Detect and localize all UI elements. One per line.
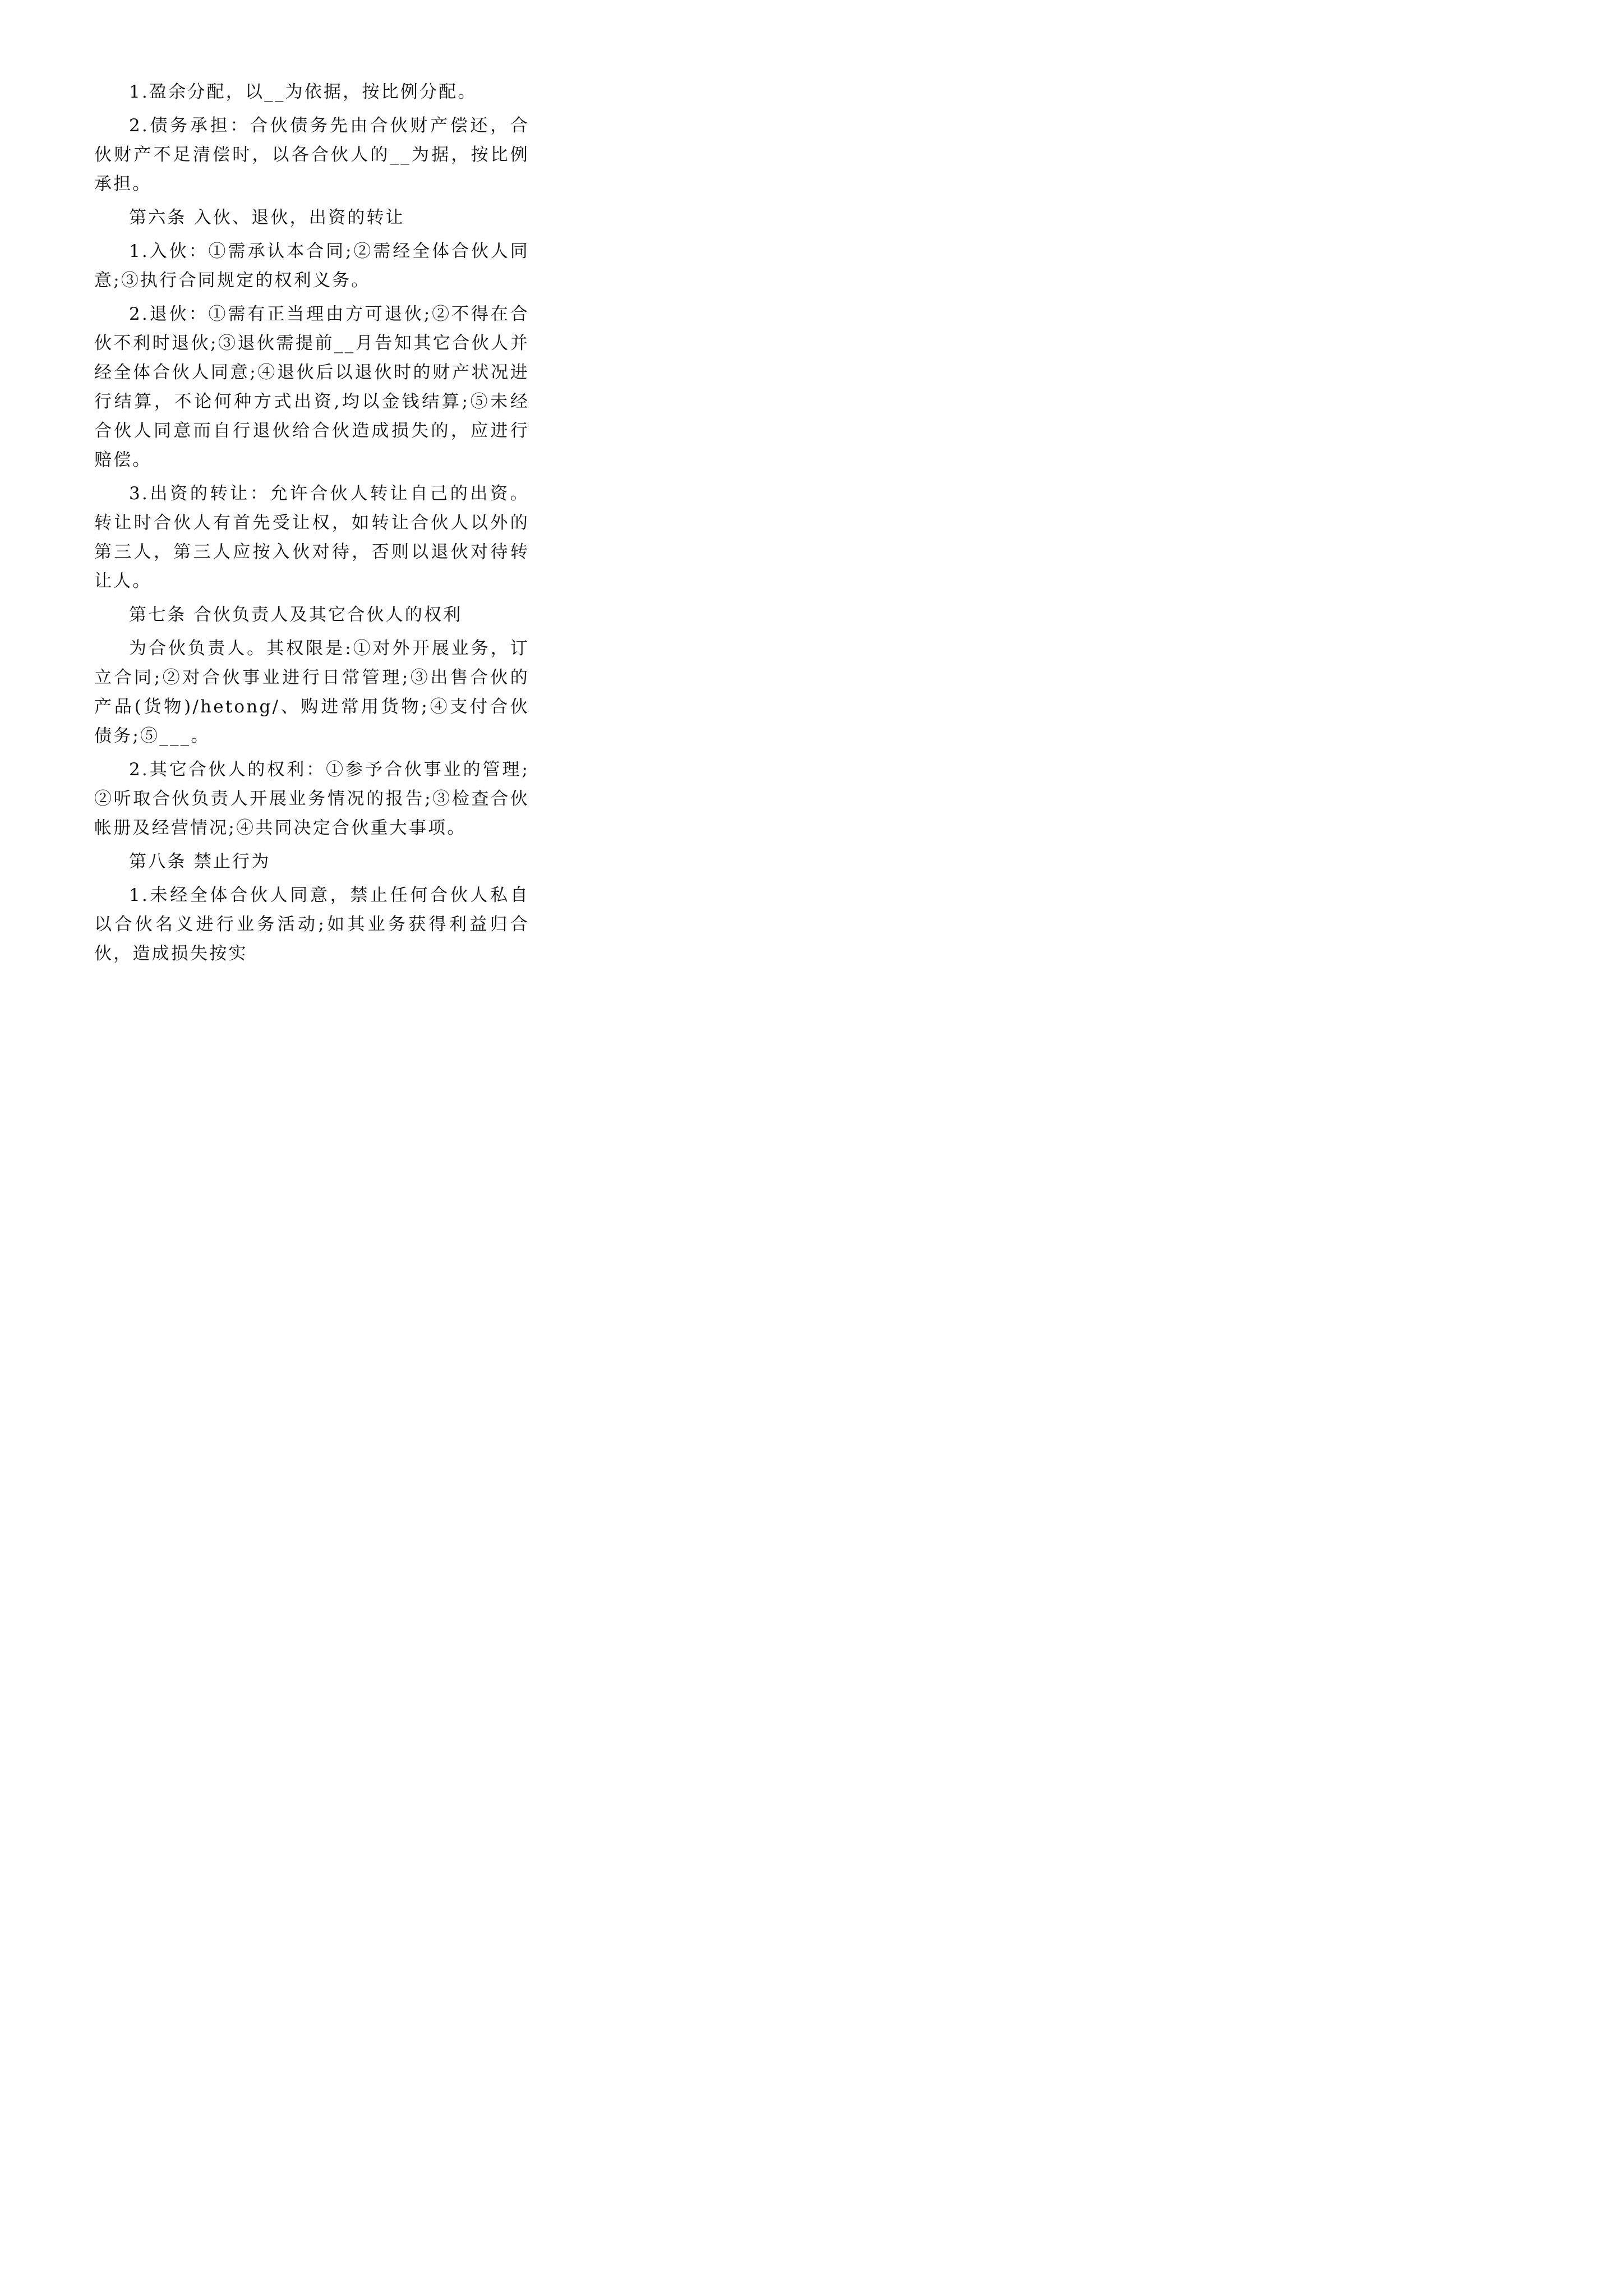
section-heading-article-7: 第七条 合伙负责人及其它合伙人的权利 <box>129 605 463 625</box>
paragraph-capital-transfer: 3.出资的转让：允许合伙人转让自己的出资。转让时合伙人有首先受让权，如转让合伙人以外的第三人，第三人应按入伙对待，否则以退伙对待转让人。 <box>94 484 529 591</box>
section-heading-article-8: 第八条 禁止行为 <box>129 852 271 872</box>
document-page <box>0 0 617 964</box>
section-heading-article-6: 第六条 入伙、退伙，出资的转让 <box>129 208 405 228</box>
document-body <box>94 77 529 973</box>
paragraph-debt-bearing: 2.债务承担：合伙债务先由合伙财产偿还，合伙财产不足清偿时，以各合伙人的__为据，按比例承担。 <box>94 116 529 194</box>
paragraph-manager-powers: 为合伙负责人。其权限是:①对外开展业务，订立合同;②对合伙事业进行日常管理;③出售合伙的产品(货物)/hetong/、购进常用货物;④支付合伙债务;⑤___。 <box>94 638 529 746</box>
paragraph-joining: 1.入伙：①需承认本合同;②需经全体合伙人同意;③执行合同规定的权利义务。 <box>94 241 529 291</box>
paragraph-prohibited-acts: 1.未经全体合伙人同意，禁止任何合伙人私自以合伙名义进行业务活动;如其业务获得利益归合伙，造成损失按实 <box>94 885 529 964</box>
paragraph-withdrawal: 2.退伙：①需有正当理由方可退伙;②不得在合伙不利时退伙;③退伙需提前__月告知其它合伙人并经全体合伙人同意;④退伙后以退伙时的财产状况进行结算，不论何种方式出资,均以金钱结算;⑤未经合伙人同意而自行退伙给合伙造成损失的，应进行赔偿。 <box>94 304 529 470</box>
paragraph-profit-distribution: 1.盈余分配，以__为依据，按比例分配。 <box>129 82 477 102</box>
paragraph-partner-rights: 2.其它合伙人的权利：①参予合伙事业的管理;②听取合伙负责人开展业务情况的报告;③检查合伙帐册及经营情况;④共同决定合伙重大事项。 <box>94 760 529 838</box>
